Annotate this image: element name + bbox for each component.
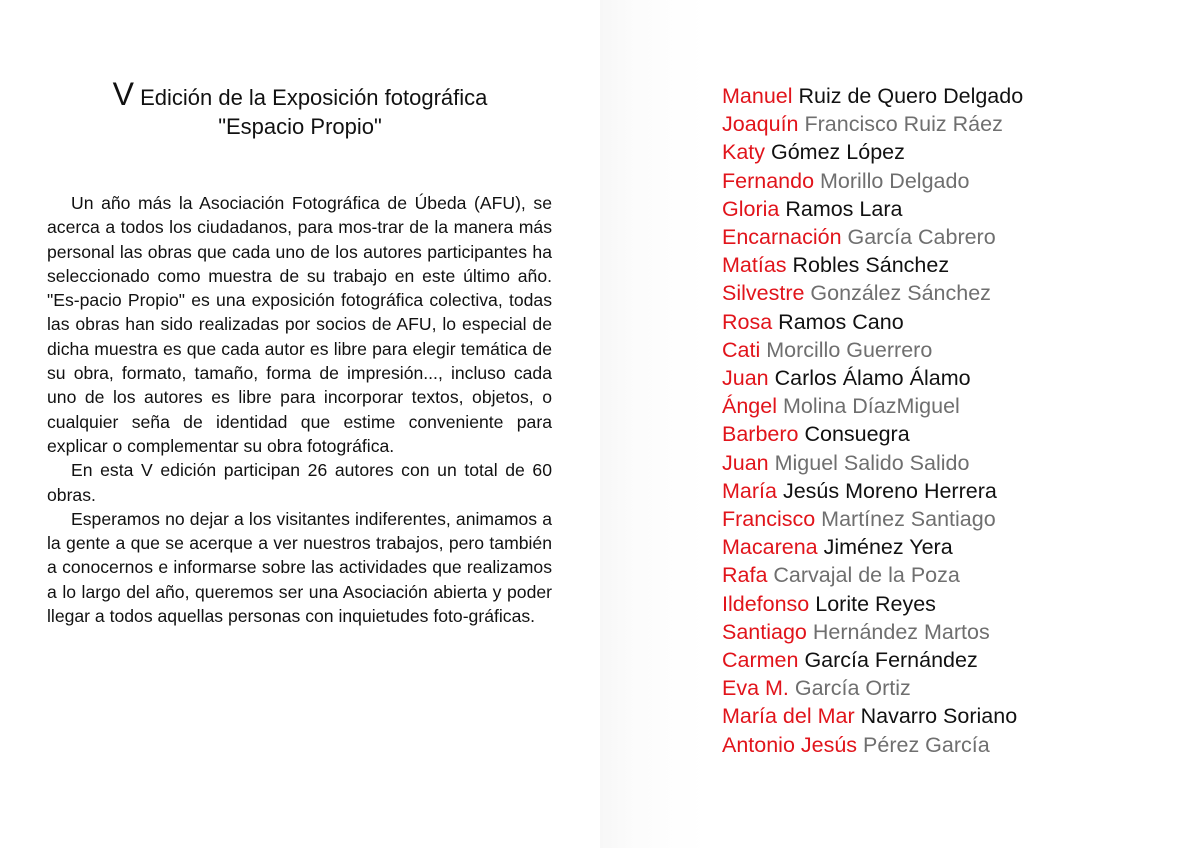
participants-list [722, 82, 1182, 759]
participant-name [722, 308, 1182, 336]
participant-name [722, 731, 1182, 759]
exhibition-title [50, 76, 550, 141]
participant-name [722, 674, 1182, 702]
participant-first-name: Antonio Jesús [722, 732, 858, 757]
participant-surname: Carlos Álamo Álamo [768, 366, 971, 391]
participant-name [722, 505, 1182, 533]
participant-surname: Morcillo Guerrero [760, 337, 933, 362]
participant-first-name: Eva M. [722, 676, 789, 701]
participant-name [722, 251, 1182, 279]
intro-text [47, 191, 552, 628]
paragraph: En esta V edición participan 26 autores con un total de 60 obras. [47, 460, 552, 505]
participant-first-name: María [722, 478, 777, 503]
participant-name [722, 646, 1182, 674]
participant-name [722, 392, 1182, 420]
participant-name [722, 533, 1182, 561]
participant-name [722, 82, 1182, 110]
participant-surname: Morillo Delgado [814, 168, 970, 193]
participant-surname: Jesús Moreno Herrera [776, 478, 997, 503]
participant-surname: García Ortiz [788, 676, 911, 701]
participant-first-name: Juan [722, 450, 769, 475]
participant-name [722, 167, 1182, 195]
paragraph: Un año más la Asociación Fotográfica de Úbeda (AFU), se acerca a todos los ciudadanos, para mos-trar de la manera más personal las obras que cada uno de los autores participantes ha seleccionado como muestra de su trabajo en este último año. "Es-pacio Propio" es una exposición fotográfica colectiva, todas las obras han sido realizadas por socios de AFU, lo especial de dicha muestra es que cada autor es libre para elegir temática de su obra, formato, tamaño, forma de impresión..., incluso cada uno de los autores es libre para incorporar textos, objetos, o cualquier seña de identidad que estime conveniente para explicar o complementar su obra fotográfica. [47, 193, 552, 456]
participant-first-name: Ángel [722, 394, 777, 419]
participant-surname: Carvajal de la Poza [767, 563, 960, 588]
paragraph: Esperamos no dejar a los visitantes indiferentes, animamos a la gente a que se acerque a ver nuestros trabajos, pero también a conocernos e informarse sobre las actividades que realizamos a lo largo del año, queremos ser una Asociación abierta y poder llegar a todos aquellas personas con inquietudes foto-gráficas. [47, 508, 552, 627]
participant-name [722, 279, 1182, 307]
title-line-1: Edición de la Exposición fotográfica [133, 85, 488, 110]
participant-name [722, 110, 1182, 138]
participant-first-name: Ildefonso [722, 591, 810, 616]
participant-surname: Navarro Soriano [854, 704, 1018, 729]
participant-first-name: Rosa [722, 309, 773, 334]
participant-surname: Molina DíazMiguel [777, 394, 960, 419]
participant-first-name: Rafa [722, 563, 768, 588]
participant-first-name: Fernando [722, 168, 815, 193]
participant-name [722, 702, 1182, 730]
participant-surname: Jiménez Yera [817, 535, 953, 560]
participant-first-name: Cati [722, 337, 761, 362]
participant-first-name: Juan [722, 366, 769, 391]
participant-name [722, 223, 1182, 251]
participant-surname: García Cabrero [841, 225, 996, 250]
participant-first-name: Encarnación [722, 225, 842, 250]
participant-surname: Hernández Martos [806, 619, 990, 644]
participant-first-name: Macarena [722, 535, 818, 560]
participant-name [722, 590, 1182, 618]
participant-name [722, 420, 1182, 448]
participant-surname: Gómez López [765, 140, 905, 165]
title-edition-numeral: V [112, 76, 134, 112]
participant-first-name: Santiago [722, 619, 807, 644]
participant-name [722, 364, 1182, 392]
participant-name [722, 618, 1182, 646]
participant-surname: Pérez García [857, 732, 990, 757]
participant-first-name: Carmen [722, 648, 799, 673]
participant-first-name: Francisco [722, 507, 816, 532]
participant-surname: Ramos Lara [779, 196, 903, 221]
participant-surname: Lorite Reyes [809, 591, 936, 616]
participant-first-name: Silvestre [722, 281, 805, 306]
participant-first-name: Joaquín [722, 112, 799, 137]
participant-surname: Miguel Salido Salido [768, 450, 970, 475]
participant-surname: García Fernández [798, 648, 978, 673]
participant-first-name: Barbero [722, 422, 799, 447]
participant-first-name: Matías [722, 253, 787, 278]
participant-first-name: Manuel [722, 84, 793, 108]
participant-name [722, 561, 1182, 589]
participant-surname: Martínez Santiago [815, 507, 996, 532]
participant-name [722, 138, 1182, 166]
participant-surname: Francisco Ruiz Ráez [798, 112, 1003, 137]
participant-surname: Robles Sánchez [786, 253, 950, 278]
participant-name [722, 477, 1182, 505]
participant-name [722, 195, 1182, 223]
participant-first-name: María del Mar [722, 704, 855, 729]
participant-name [722, 449, 1182, 477]
participant-first-name: Gloria [722, 196, 780, 221]
participant-surname: Ruiz de Quero Delgado [792, 84, 1024, 108]
title-line-2: "Espacio Propio" [218, 114, 382, 139]
participant-surname: Consuegra [798, 422, 910, 447]
participant-name [722, 336, 1182, 364]
participant-surname: Ramos Cano [772, 309, 904, 334]
participant-first-name: Katy [722, 140, 766, 165]
participant-surname: González Sánchez [804, 281, 991, 306]
